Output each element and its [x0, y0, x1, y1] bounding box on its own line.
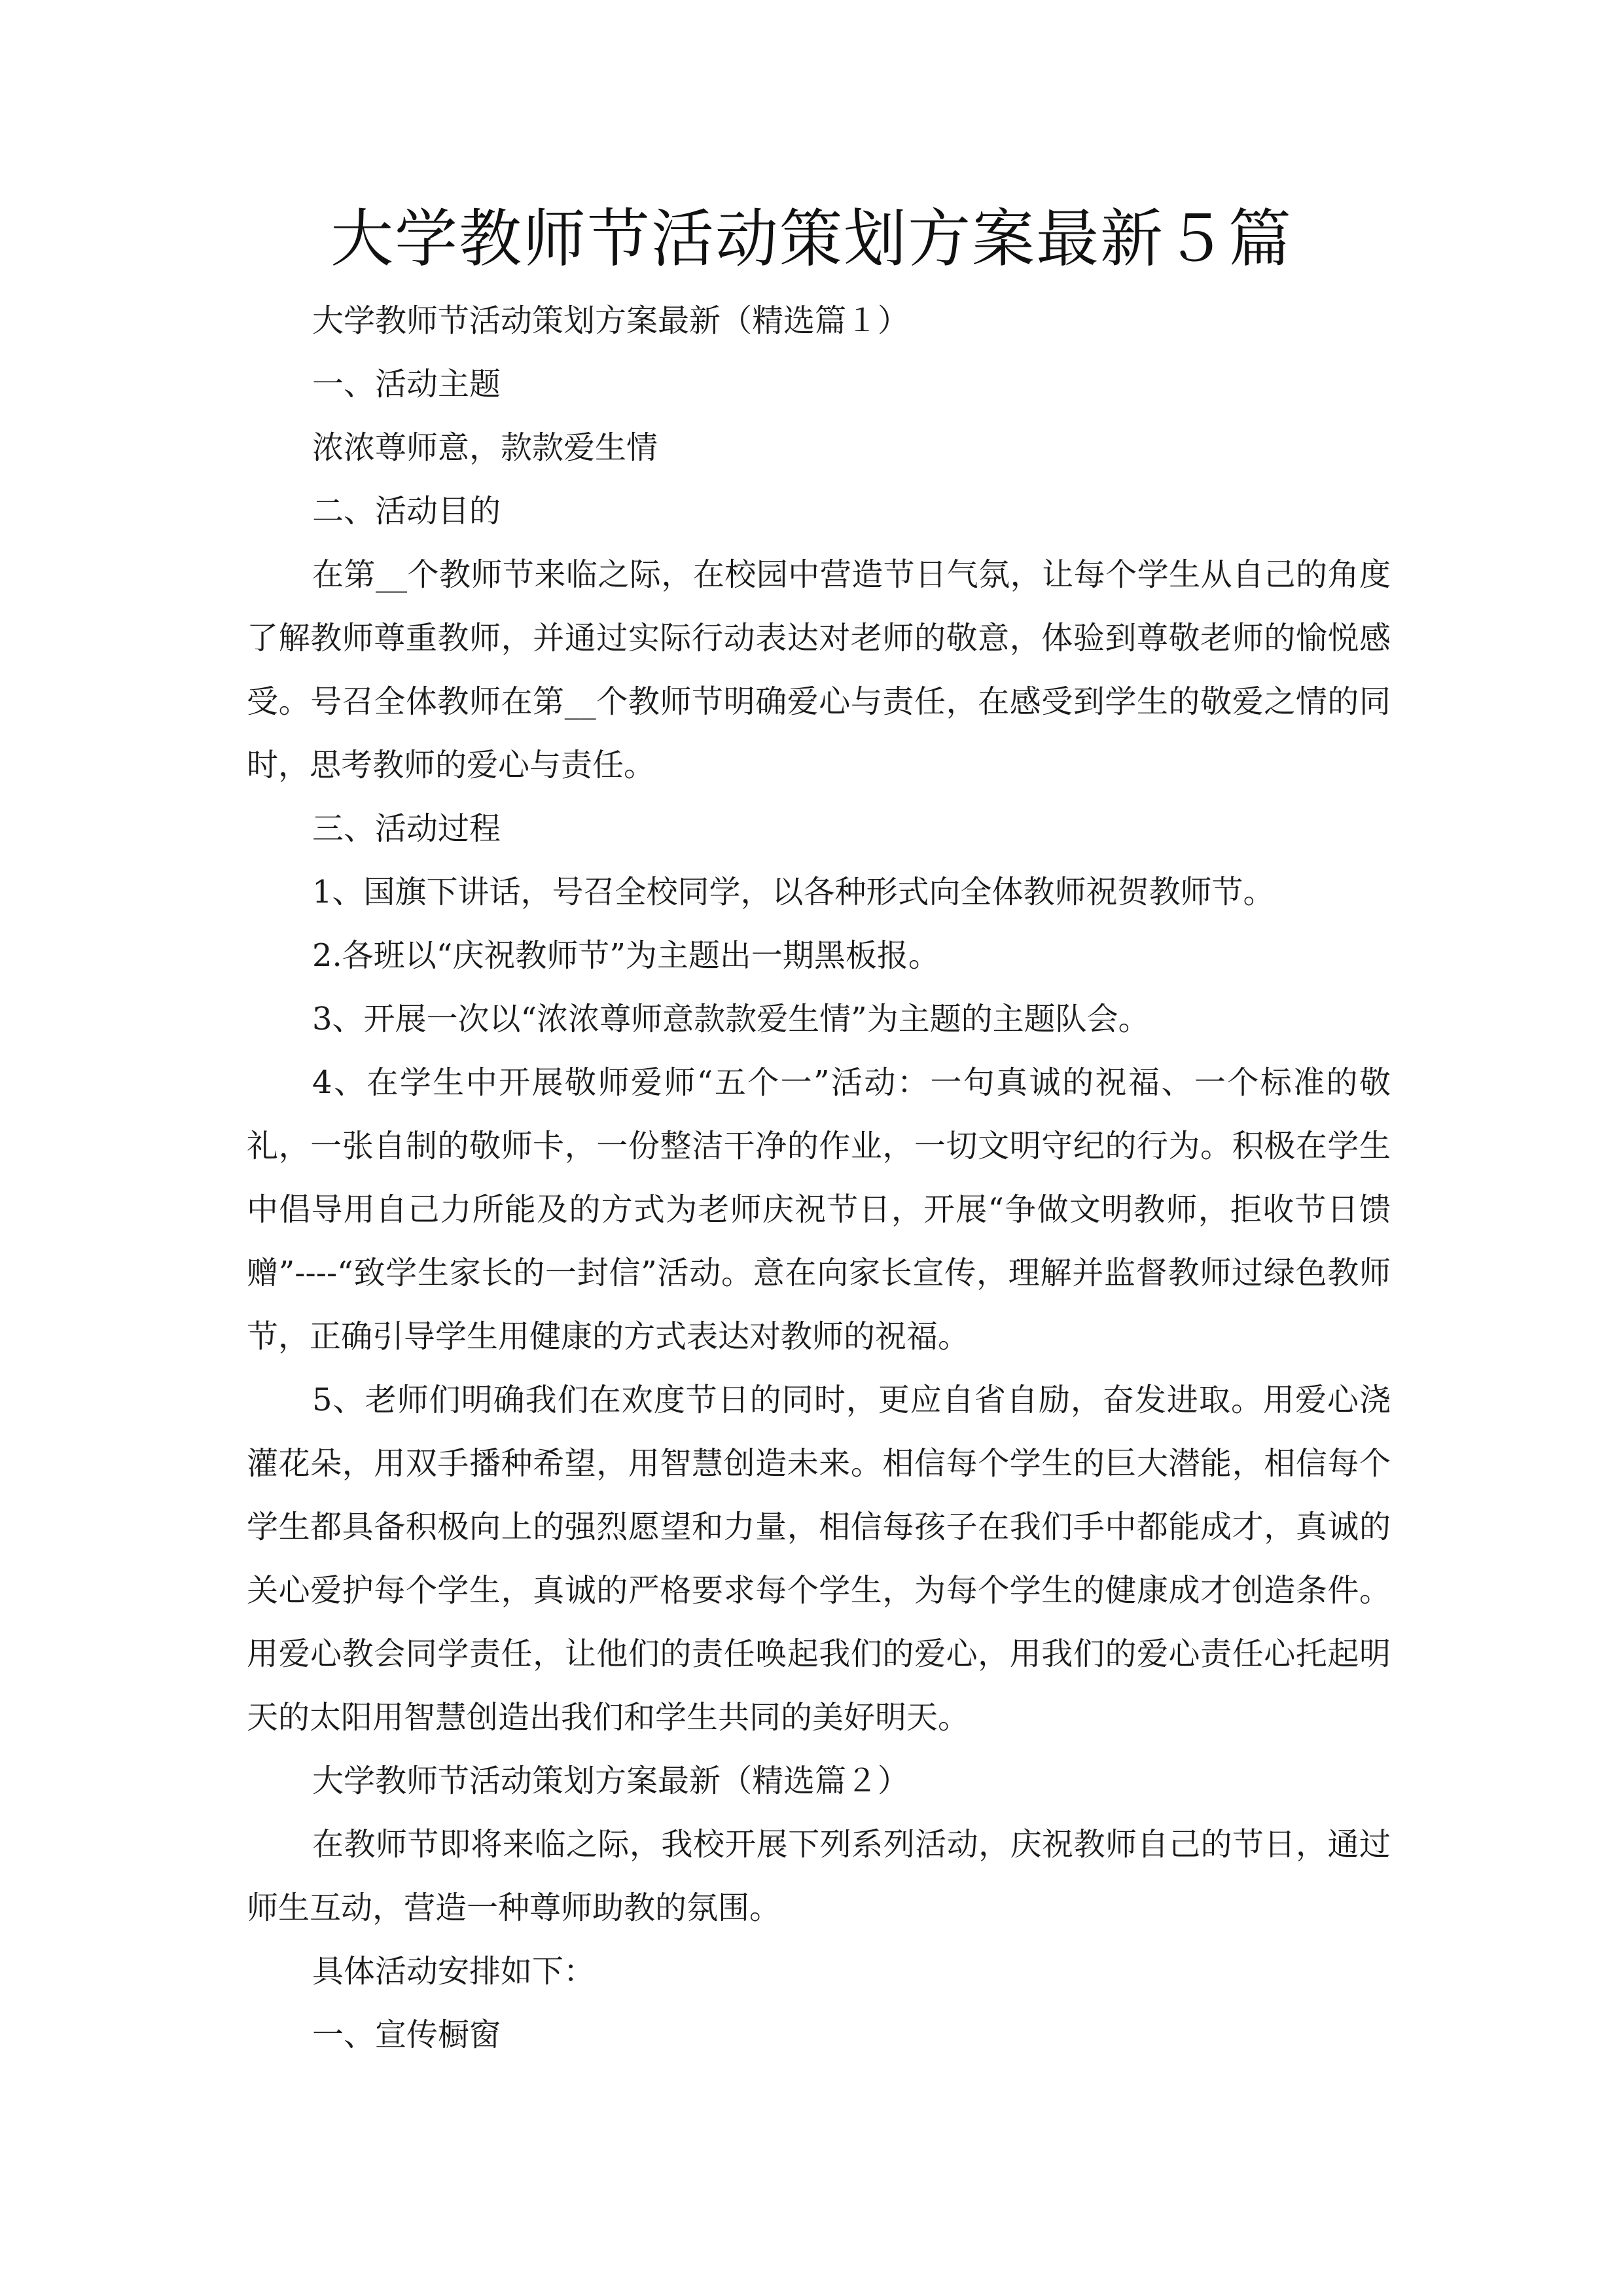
paragraph: 在第__个教师节来临之际，在校园中营造节日气氛，让每个学生从自己的角度了解教师尊重教师，并通过实际行动表达对老师的敬意，体验到尊敬老师的愉悦感受。号召全体教师在第__个教师节明确爱心与责任，在感受到学生的敬爱之情的同时，思考教师的爱心与责任。 — [247, 556, 1391, 783]
section-heading-1: 大学教师节活动策划方案最新（精选篇１） — [312, 302, 910, 339]
paragraph: 具体活动安排如下： — [312, 1953, 596, 1990]
list-item: 2.各班以“庆祝教师节”为主题出一期黑板报。 — [312, 937, 940, 974]
heading-activity-process: 三、活动过程 — [312, 810, 501, 847]
list-item: 5、老师们明确我们在欢度节日的同时，更应自省自励，奋发进取。用爱心浇灌花朵，用双手播种希望，用智慧创造未来。相信每个学生的巨大潜能，相信每个学生都具备积极向上的强烈愿望和力量，相信每孩子在我们手中都能成才，真诚的关心爱护每个学生，真诚的严格要求每个学生，为每个学生的健康成才创造条件。用爱心教会同学责任，让他们的责任唤起我们的爱心，用我们的爱心责任心托起明天的太阳用智慧创造出我们和学生共同的美好明天。 — [247, 1382, 1391, 1736]
list-item: 3、开展一次以“浓浓尊师意款款爱生情”为主题的主题队会。 — [312, 1001, 1150, 1037]
section-heading-2: 大学教师节活动策划方案最新（精选篇２） — [312, 1763, 910, 1799]
heading-activity-purpose: 二、活动目的 — [312, 493, 501, 529]
document-body — [247, 289, 1391, 2067]
document-title: 大学教师节活动策划方案最新５篇 — [330, 202, 1293, 276]
list-item: 1、国旗下讲话，号召全校同学，以各种形式向全体教师祝贺教师节。 — [312, 874, 1275, 910]
paragraph: 浓浓尊师意，款款爱生情 — [312, 429, 658, 466]
heading-publicity-window: 一、宣传橱窗 — [312, 2017, 501, 2053]
heading-activity-theme: 一、活动主题 — [312, 366, 501, 403]
paragraph: 在教师节即将来临之际，我校开展下列系列活动，庆祝教师自己的节日，通过师生互动，营造一种尊师助教的氛围。 — [247, 1826, 1391, 1926]
list-item: 4、在学生中开展敬师爱师“五个一”活动：一句真诚的祝福、一个标准的敬礼，一张自制的敬师卡，一份整洁干净的作业，一切文明守纪的行为。积极在学生中倡导用自己力所能及的方式为老师庆祝节日，开展“争做文明教师，拒收节日馈赠”----“致学生家长的一封信”活动。意在向家长宣传，理解并监督教师过绿色教师节，正确引导学生用健康的方式表达对教师的祝福。 — [247, 1064, 1391, 1355]
